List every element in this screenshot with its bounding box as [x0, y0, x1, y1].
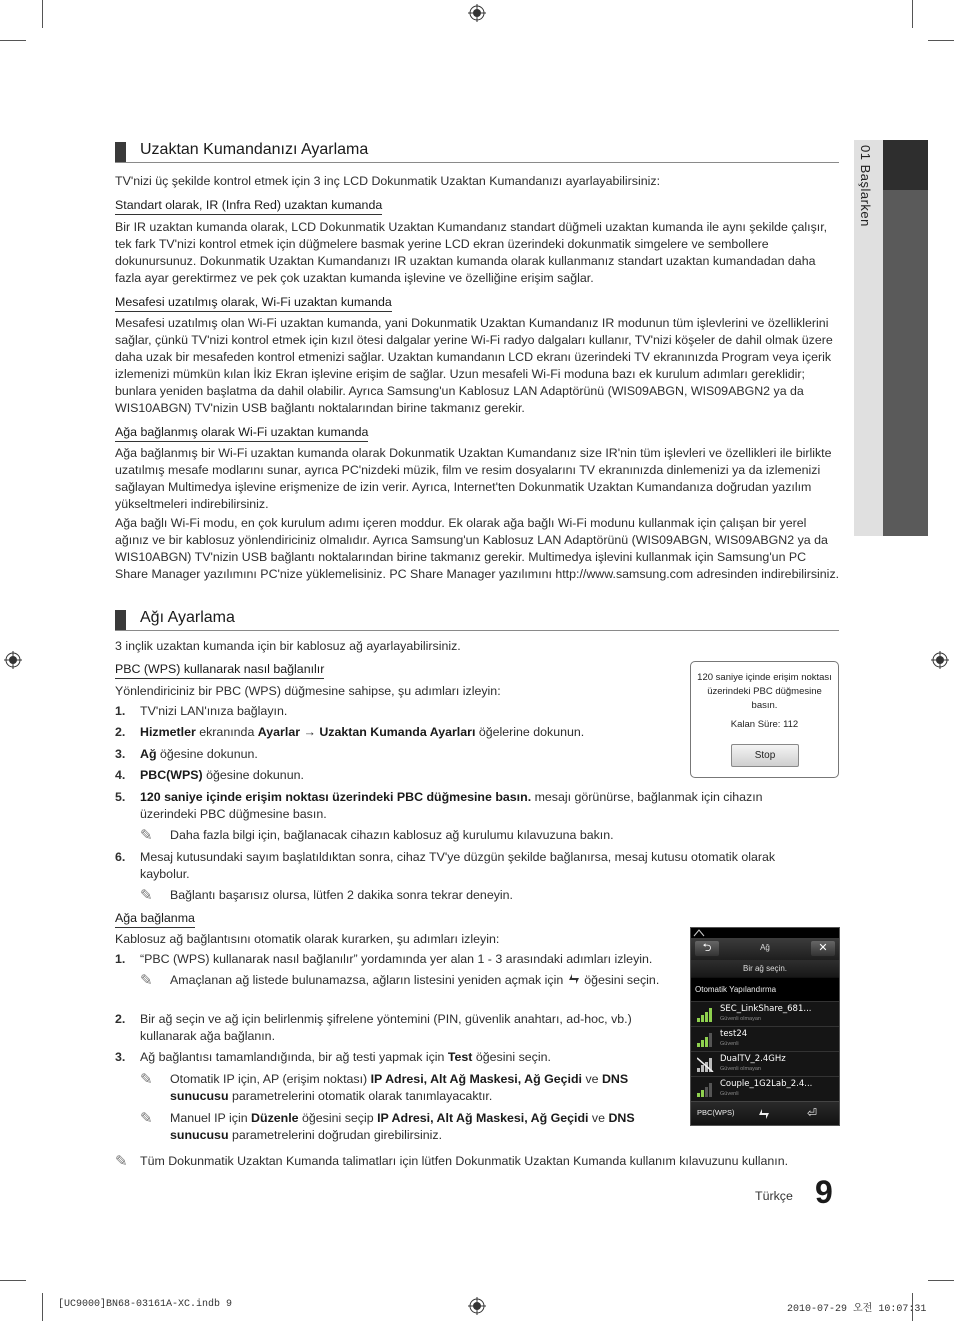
- wifi-signal-icon: [697, 1032, 714, 1047]
- step-text: TV'nizi LAN'ınıza bağlayın.: [140, 704, 288, 718]
- paragraph: Bir IR uzaktan kumanda olarak, LCD Dokunmatik Uzaktan Kumandanız standart düğmeli uzaktan kumanda ile aynı şekilde çalışır, tek fark TV'nizi kontrol etmek için düğmelere basmak yerine LCD ekran üzerindeki dokunmatik simgelere ve sembollere dokunursunuz. Dokunmatik Uzaktan Kumandanızı IR uzaktan kumanda olarak kullanmanız standart uzaktan kumandadan daha fazla ayar gerektirmez ve pek çok uzaktan kumanda işlevine ve özelliğine erişim sağlar.: [115, 220, 828, 285]
- subheading: Mesafesi uzatılmış olarak, Wi-Fi uzaktan kumanda: [115, 294, 392, 312]
- pencil-icon: ✎: [140, 887, 153, 904]
- network-name: DualTV_2.4GHz: [720, 1054, 786, 1064]
- network-security: Güvenli olmayan: [720, 1016, 761, 1022]
- subheading: PBC (WPS) kullanarak nasıl bağlanılır: [115, 661, 324, 679]
- wifi-signal-icon: [697, 1007, 714, 1022]
- step-text: Ağ bağlantısı tamamlandığında, bir ağ testi yapmak için Test öğesini seçin.: [140, 1050, 551, 1064]
- step-number: 5.: [115, 790, 126, 804]
- network-item[interactable]: [691, 1026, 839, 1051]
- step-number: 3.: [115, 1050, 126, 1064]
- wifi-signal-icon: [697, 1057, 714, 1072]
- crop-mark: [0, 1280, 26, 1281]
- back-button[interactable]: ⮌: [695, 941, 719, 956]
- auto-config-button[interactable]: Otomatik Yapılandırma: [691, 978, 839, 1001]
- crop-mark: [928, 40, 954, 41]
- network-security: Güvenli: [720, 1091, 739, 1097]
- paragraph: Ağa bağlı Wi-Fi modu, en çok kurulum adımı içeren moddur. Ek olarak ağa bağlı Wi-Fi modunu kullanmak için çalışan bir yerel ağınız ve bir kablosuz yönlendiriciniz olmalıdır. Ayrıca Samsung'un Kablosuz LAN Adaptörünü (WIS09ABGN, WIS09ABGN2 ya da WIS10ABGN) TV'nizin USB bağlantı noktalarından birine takmanız gerekir. Multimedya işlevini kullanmak için Samsung'un PC Share Manager yazılımını PC'nize yüklemelisiniz. PC Share Manager yazılımını http://www.samsung.com adresinden indirebilirsiniz.: [115, 516, 840, 581]
- heading-bar: [115, 142, 126, 162]
- step-text: Ağ öğesine dokunun.: [140, 747, 258, 761]
- bottom-bar: [691, 1101, 839, 1126]
- note-text: Bağlantı başarısız olursa, lütfen 2 dakika sonra tekrar deneyin.: [170, 888, 513, 902]
- step-text: PBC(WPS) öğesine dokunun.: [140, 768, 304, 782]
- crop-mark: [0, 40, 26, 41]
- registration-mark-icon: [4, 651, 22, 669]
- pencil-icon: ✎: [140, 1110, 153, 1127]
- dialog-message: 120 saniye içinde erişim noktası üzerindeki PBC düğmesine basın.: [697, 672, 832, 711]
- wifi-signal-icon: [697, 1082, 714, 1097]
- registration-mark-icon: [468, 1297, 486, 1315]
- status-bar: [691, 928, 839, 938]
- close-button[interactable]: ✕: [811, 941, 835, 956]
- note-text: Manuel IP için Düzenle öğesini seçip IP Adresi, Alt Ağ Maskesi, Ağ Geçidi ve DNS sunucusu parametrelerini doğrudan girebilirsiniz.: [170, 1111, 635, 1142]
- pencil-icon: ✎: [140, 972, 153, 989]
- crop-mark: [928, 1280, 954, 1281]
- step-number: 2.: [115, 725, 126, 739]
- screen-title: Ağ: [760, 943, 770, 952]
- step-number: 3.: [115, 747, 126, 761]
- heading-bar: [115, 610, 126, 630]
- network-name: SEC_LinkShare_681...: [720, 1004, 812, 1014]
- crop-mark: [42, 1293, 43, 1321]
- note-text: Daha fazla bilgi için, bağlanacak cihazın kablosuz ağ kurulumu kılavuzuna bakın.: [170, 828, 614, 842]
- stop-button[interactable]: Stop: [731, 744, 799, 767]
- section-title: Uzaktan Kumandanızı Ayarlama: [140, 141, 369, 158]
- pbc-wps-button[interactable]: PBC(WPS): [697, 1108, 735, 1117]
- network-screen: [690, 927, 840, 1126]
- chapter-tab-marker: [883, 140, 928, 190]
- subheading: Ağa bağlanmış olarak Wi-Fi uzaktan kumanda: [115, 424, 368, 442]
- step-number: 6.: [115, 850, 126, 864]
- registration-mark-icon: [931, 651, 949, 669]
- choose-network-label: Bir ağ seçin.: [691, 960, 839, 977]
- pbc-dialog: [690, 661, 839, 778]
- note-text: Otomatik IP için, AP (erişim noktası) IP Adresi, Alt Ağ Maskesi, Ağ Geçidi ve DNS sunucusu parametrelerini otomatik olarak tanımlayacaktır.: [170, 1072, 629, 1103]
- pencil-icon: ✎: [140, 1071, 153, 1088]
- step-number: 1.: [115, 952, 126, 966]
- pencil-icon: ✎: [115, 1153, 128, 1170]
- signal-icon: [693, 929, 705, 937]
- step-text: 120 saniye içinde erişim noktası üzerindeki PBC düğmesine basın. mesajı görünürse, bağlanmak için cihazın üzerindeki PBC düğmesine basın.: [140, 790, 763, 821]
- section-intro: TV'nizi üç şekilde kontrol etmek için 3 inç LCD Dokunmatik Uzaktan Kumandanızı ayarlayabilirsiniz:: [115, 174, 661, 188]
- subheading: Ağa bağlanma: [115, 910, 195, 928]
- countdown-text: Kalan Süre: 112: [730, 719, 799, 730]
- paragraph: Kablosuz ağ bağlantısını otomatik olarak kurarken, şu adımları izleyin:: [115, 932, 500, 946]
- network-name: test24: [720, 1029, 748, 1039]
- network-security: Güvenli: [720, 1041, 739, 1047]
- pencil-icon: ✎: [140, 827, 153, 844]
- registration-mark-icon: [468, 4, 486, 22]
- network-item[interactable]: [691, 1076, 839, 1101]
- note-text: Tüm Dokunmatik Uzaktan Kumanda talimatları için lütfen Dokunmatik Uzaktan Kumanda kullanım kılavuzunu kullanın.: [140, 1154, 789, 1168]
- enter-icon[interactable]: ⏎: [807, 1106, 818, 1120]
- step-number: 2.: [115, 1012, 126, 1026]
- chapter-tab-bar: [883, 190, 928, 536]
- chapter-label: 01 Başlarken: [858, 145, 873, 227]
- language-label: Türkçe: [755, 1189, 793, 1203]
- paragraph: Ağa bağlanmış bir Wi-Fi uzaktan kumanda olarak Dokunmatik Uzaktan Kumandanız size IR'nin tüm işlevleri ve özellikleri ile birlikte uzatılmış mesafe modlarını sunar, ayrıca PC'nizdeki müzik, film ve resim dosyalarını TV ekranınızda dinlemenizi ya da izlemenizi sağlayan Multimedya işlevine erişmenize de izin verir. Ayrıca, Internet'ten Dokunmatik Uzaktan Kumandanıza doğrudan yazılım yükseltmeleri indirebilirsiniz.: [115, 446, 832, 511]
- network-name: Couple_1G2Lab_2.4...: [720, 1079, 813, 1089]
- refresh-icon[interactable]: [757, 1107, 771, 1121]
- step-text: Bir ağ seçin ve ağ için belirlenmiş şifrelene yöntemini (PIN, güvenlik anahtarı, ad-hoc, vb.) kullanarak ağa bağlanın.: [140, 1012, 632, 1043]
- step-number: 1.: [115, 704, 126, 718]
- step-text: Mesaj kutusundaki sayım başlatıldıktan sonra, cihaz TV'ye düzgün şekilde bağlanırsa, mesaj kutusu otomatik olarak kaybolur.: [140, 850, 776, 881]
- print-slug: [UC9000]BN68-03161A-XC.indb 9: [58, 1299, 233, 1310]
- print-timestamp: 2010-07-29 오전 10:07:31: [787, 1304, 927, 1315]
- crop-mark: [42, 0, 43, 28]
- note-text: Amaçlanan ağ listede bulunamazsa, ağların listesini yeniden açmak için öğesini seçin.: [170, 973, 660, 987]
- network-security: Güvenli olmayan: [720, 1066, 761, 1072]
- title-bar: [691, 938, 839, 961]
- network-item[interactable]: [691, 1001, 839, 1026]
- refresh-icon: [567, 972, 581, 986]
- section-heading: [115, 140, 839, 163]
- subheading: Standart olarak, IR (Infra Red) uzaktan kumanda: [115, 197, 382, 215]
- paragraph: Mesafesi uzatılmış olan Wi-Fi uzaktan kumanda, yani Dokunmatik Uzaktan Kumandanız IR modunun tüm işlevlerini ve özelliklerini sağlar, çünkü TV'nizi kontrol etmek için kızıl ötesi dalgalar yerine Wi-Fi radyo dalgaları kullanır, TV'nizi köşeler de dahil olmak üzere daha uzak bir mesafeden kontrol etmenizi sağlar. Uzaktan kumandanın LCD ekranı üzerindeki TV ekranınızda Program veya içerik izlemenizi mümkün kılan İkiz Ekran işlevine erişim de sağlar. Uzun mesafeli Wi-Fi moduna bazı ek kurulum adımları gereklidir; bunlara yeniden başlatma da dahil olabilir. Ayrıca Samsung'un Kablosuz LAN Adaptörünü (WIS09ABGN, WIS09ABGN2 ya da WIS10ABGN) TV'nizin USB bağlantı noktalarından birine takmanız gerekir.: [115, 316, 833, 415]
- page-number: 9: [815, 1174, 833, 1210]
- crop-mark: [912, 0, 913, 28]
- network-item[interactable]: [691, 1051, 839, 1076]
- section-intro: 3 inçlik uzaktan kumanda için bir kablosuz ağ ayarlayabilirsiniz.: [115, 639, 461, 653]
- paragraph: Yönlendiriciniz bir PBC (WPS) düğmesine sahipse, şu adımları izleyin:: [115, 684, 501, 698]
- section-heading: [115, 608, 839, 631]
- step-number: 4.: [115, 768, 126, 782]
- step-text: “PBC (WPS) kullanarak nasıl bağlanılır” yordamında yer alan 1 - 3 arasındaki adımları izleyin.: [140, 952, 653, 966]
- section-title: Ağı Ayarlama: [140, 609, 235, 626]
- step-text: Hizmetler ekranında Ayarlar → Uzaktan Kumanda Ayarları öğelerine dokunun.: [140, 725, 585, 739]
